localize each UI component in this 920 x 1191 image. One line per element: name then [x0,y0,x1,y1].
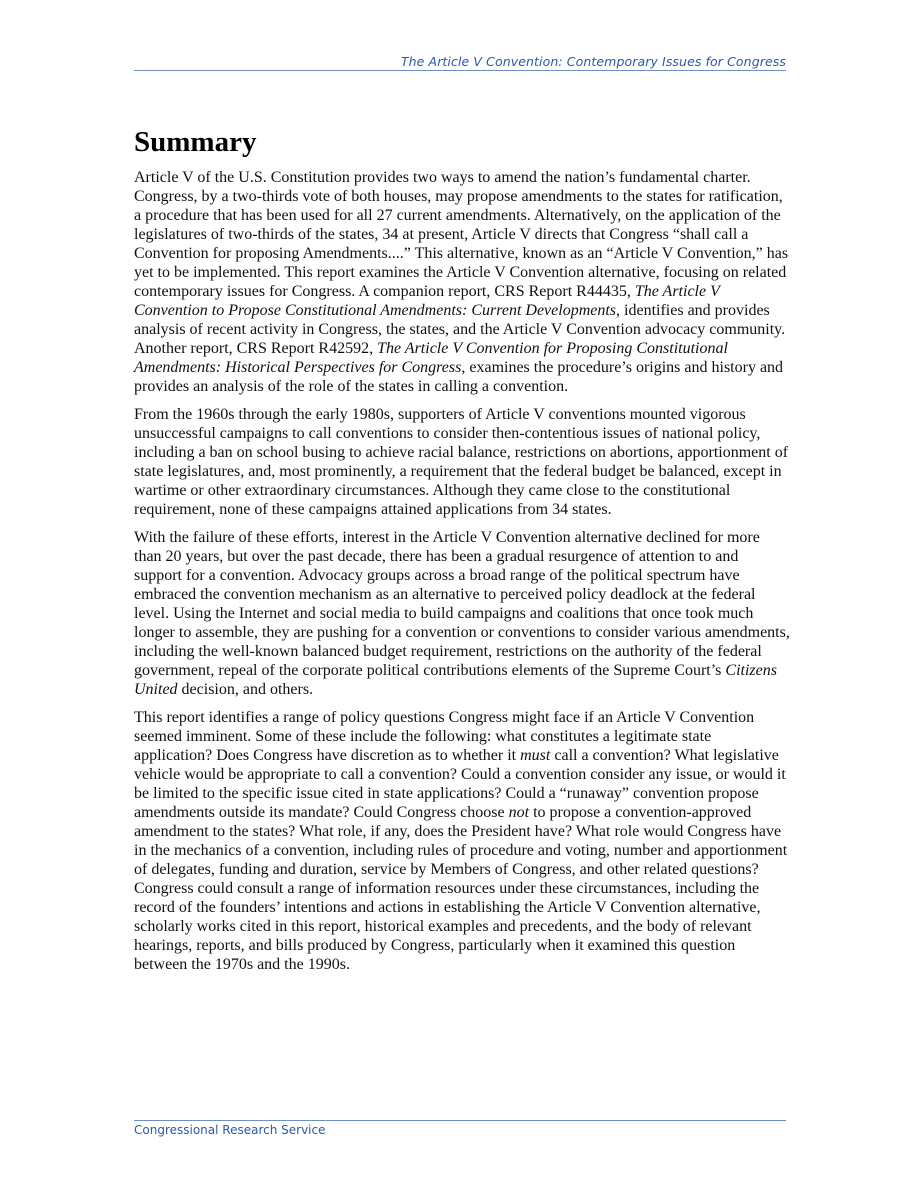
header-rule [134,70,786,71]
paragraph-1 [134,168,790,396]
footer-organization: Congressional Research Service [134,1123,326,1137]
paragraph-1-text-c: , examines the procedure’s origins and history and provides an analysis of the role of the states in calling a convention. [134,359,784,395]
paragraph-1-text-b: , identifies and provides analysis of recent activity in Congress, the states, and the Article V Convention advocacy community. Another report, CRS Report R42592, [134,302,786,357]
companion-report-title: The Article V Convention to Propose Constitutional Amendments: Current Developments [134,283,720,319]
paragraph-1-text-a: Article V of the U.S. Constitution provides two ways to amend the nation’s fundamental charter. Congress, by a two-thirds vote of both houses, may propose amendments to the states for ratification, a procedure that has been used for all 27 current amendments. Alternatively, on the application of the legislatures of two-thirds of the states, 34 at present, Article V directs that Congress “shall call a Convention for proposing Amendments....” This alternative, known as an “Article V Convention,” has yet to be implemented. This report examines the Article V Convention alternative, focusing on related contemporary issues for Congress. A companion report, CRS Report R44435, [134,169,789,300]
case-name: Citizens United [134,662,777,698]
footer-rule [134,1120,786,1121]
paragraph-3 [134,528,790,699]
running-header: The Article V Convention: Contemporary Issues for Congress [400,54,786,69]
paragraph-4-text-c: to propose a convention-approved amendment to the states? What role, if any, does the President have? What role would Congress have in the mechanics of a convention, including rules of procedure and voting, number and apportionment of delegates, funding and duration, service by Members of Congress, and other related questions? Congress could consult a range of information resources under these circumstances, including the record of the founders’ intentions and actions in establishing the Article V Convention alternative, scholarly works cited in this report, historical examples and precedents, and the body of relevant hearings, reports, and bills produced by Congress, particularly when it examined this question between the 1970s and the 1990s. [134,804,788,973]
historical-report-title: The Article V Convention for Proposing Constitutional Amendments: Historical Perspectives for Congress [134,340,728,376]
paragraph-4-text-b: call a convention? What legislative vehicle would be appropriate to call a convention? Could a convention consider any issue, or would it be limited to the specific issue cited in state applications? Could a “runaway” convention propose amendments outside its mandate? Could Congress choose [134,747,786,821]
emphasis-must: must [520,747,551,764]
paragraph-4 [134,708,790,974]
paragraph-2: From the 1960s through the early 1980s, supporters of Article V conventions mounted vigorous unsuccessful campaigns to call conventions to consider then-contentious issues of national policy, including a ban on school busing to achieve racial balance, restrictions on abortions, apportionment of state legislatures, and, most prominently, a requirement that the federal budget be balanced, except in wartime or other extraordinary circumstances. Although they came close to the constitutional requirement, none of these campaigns attained applications from 34 states. [134,406,789,518]
paragraph-4-text-a: This report identifies a range of policy questions Congress might face if an Article V Convention seemed imminent. Some of these include the following: what constitutes a legitimate state application? Does Congress have discretion as to whether it [134,709,755,764]
emphasis-not: not [508,804,530,821]
paragraph-3-text-b: decision, and others. [177,681,314,698]
summary-body [134,168,790,983]
paragraph-3-text-a: With the failure of these efforts, interest in the Article V Convention alternative declined for more than 20 years, but over the past decade, there has been a gradual resurgence of attention to and support for a convention. Advocacy groups across a broad range of the political spectrum have embraced the convention mechanism as an alternative to perceived policy deadlock at the federal level. Using the Internet and social media to build campaigns and coalitions that once took much longer to assemble, they are pushing for a convention or conventions to consider various amendments, including the well-known balanced budget requirement, restrictions on the authority of the federal government, repeal of the corporate political contributions elements of the Supreme Court’s [134,529,790,679]
section-title: Summary [134,126,257,158]
